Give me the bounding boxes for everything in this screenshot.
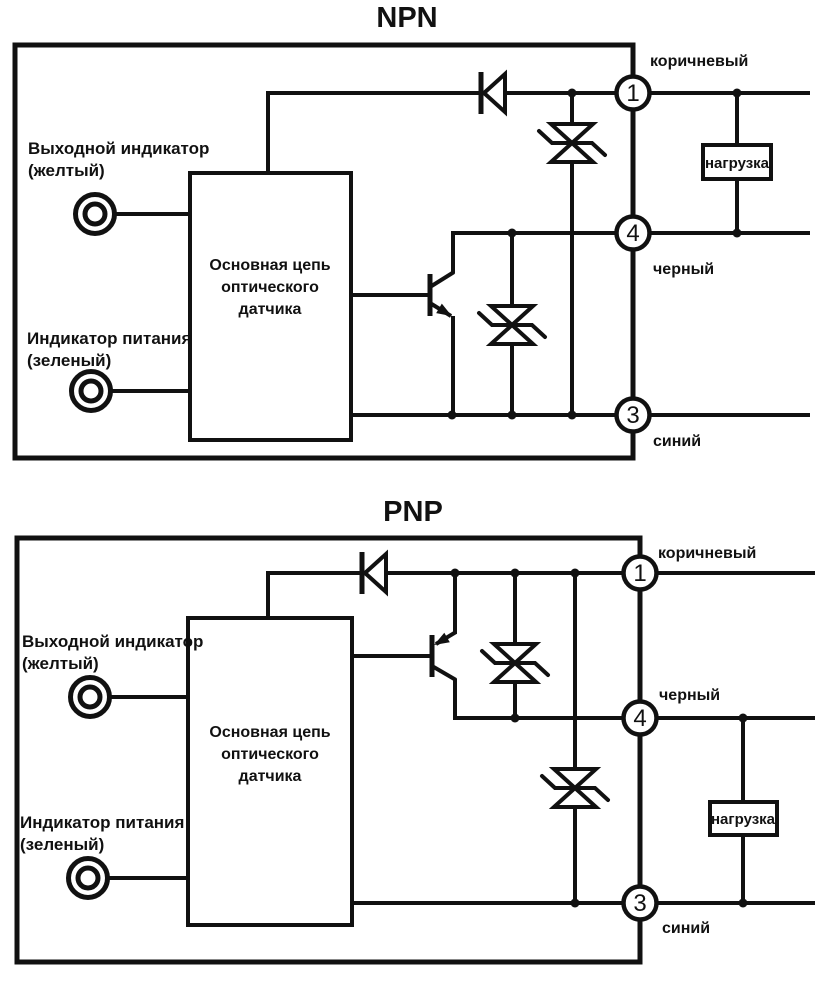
pnp-junctions bbox=[451, 569, 748, 908]
output-indicator-led-icon bbox=[71, 678, 110, 717]
output-indicator-label-line2: (желтый) bbox=[22, 654, 99, 673]
output-indicator-label-line1: Выходной индикатор bbox=[22, 632, 204, 651]
terminal-3 bbox=[624, 887, 657, 920]
tvs-diode-output-icon bbox=[479, 306, 545, 344]
wire-label-brown: коричневый bbox=[658, 545, 757, 562]
output-indicator-label-line2: (желтый) bbox=[28, 161, 105, 180]
wire-label-blue: синий bbox=[662, 920, 711, 937]
main-circuit-label-line2: оптического bbox=[221, 279, 319, 296]
wire-brown-line bbox=[268, 573, 815, 620]
terminal-3 bbox=[617, 399, 650, 432]
wire-label-blue: синий bbox=[653, 433, 702, 450]
npn-title: NPN bbox=[376, 2, 438, 34]
wire-label-black: черный bbox=[659, 687, 721, 704]
npn-diagram bbox=[15, 2, 810, 458]
main-circuit-label-line1: Основная цепь bbox=[209, 724, 331, 741]
npn-transistor-icon bbox=[430, 272, 455, 321]
terminal-3-number: 3 bbox=[633, 890, 647, 917]
reverse-protection-diode-icon bbox=[362, 552, 386, 594]
pnp-diagram bbox=[17, 496, 815, 962]
npn-junctions bbox=[448, 89, 742, 420]
wire-label-black: черный bbox=[653, 261, 715, 278]
terminal-4 bbox=[617, 217, 650, 250]
tvs-diode-supply-icon bbox=[542, 769, 608, 807]
power-indicator-label-line1: Индикатор питания bbox=[20, 813, 185, 832]
wire-label-brown: коричневый bbox=[650, 53, 749, 70]
main-circuit-label-line3: датчика bbox=[238, 768, 302, 785]
output-indicator-label-line1: Выходной индикатор bbox=[28, 139, 210, 158]
terminal-1 bbox=[617, 77, 650, 110]
terminal-1 bbox=[624, 557, 657, 590]
terminal-3-number: 3 bbox=[626, 402, 640, 429]
terminal-4-number: 4 bbox=[626, 220, 640, 247]
load-box bbox=[703, 145, 771, 179]
reverse-protection-diode-icon bbox=[481, 72, 505, 114]
main-circuit-label-line2: оптического bbox=[221, 746, 319, 763]
output-indicator-led-icon bbox=[76, 195, 115, 234]
terminal-4 bbox=[624, 702, 657, 735]
pnp-transistor-icon bbox=[431, 632, 456, 680]
main-circuit-label-line1: Основная цепь bbox=[209, 257, 331, 274]
load-label: нагрузка bbox=[704, 155, 770, 172]
power-indicator-led-icon bbox=[69, 859, 108, 898]
power-indicator-label-line2: (зеленый) bbox=[27, 351, 112, 370]
load-label: нагрузка bbox=[710, 811, 776, 828]
terminal-1-number: 1 bbox=[626, 80, 640, 107]
pnp-title: PNP bbox=[383, 496, 443, 528]
terminal-1-number: 1 bbox=[633, 560, 647, 587]
terminal-4-number: 4 bbox=[633, 705, 647, 732]
power-indicator-label-line1: Индикатор питания bbox=[27, 329, 192, 348]
main-circuit-label-line3: датчика bbox=[238, 301, 302, 318]
tvs-diode-supply-icon bbox=[539, 124, 605, 162]
load-box bbox=[710, 802, 777, 835]
power-indicator-led-icon bbox=[72, 372, 111, 411]
tvs-diode-output-icon bbox=[482, 644, 548, 682]
power-indicator-label-line2: (зеленый) bbox=[20, 835, 105, 854]
